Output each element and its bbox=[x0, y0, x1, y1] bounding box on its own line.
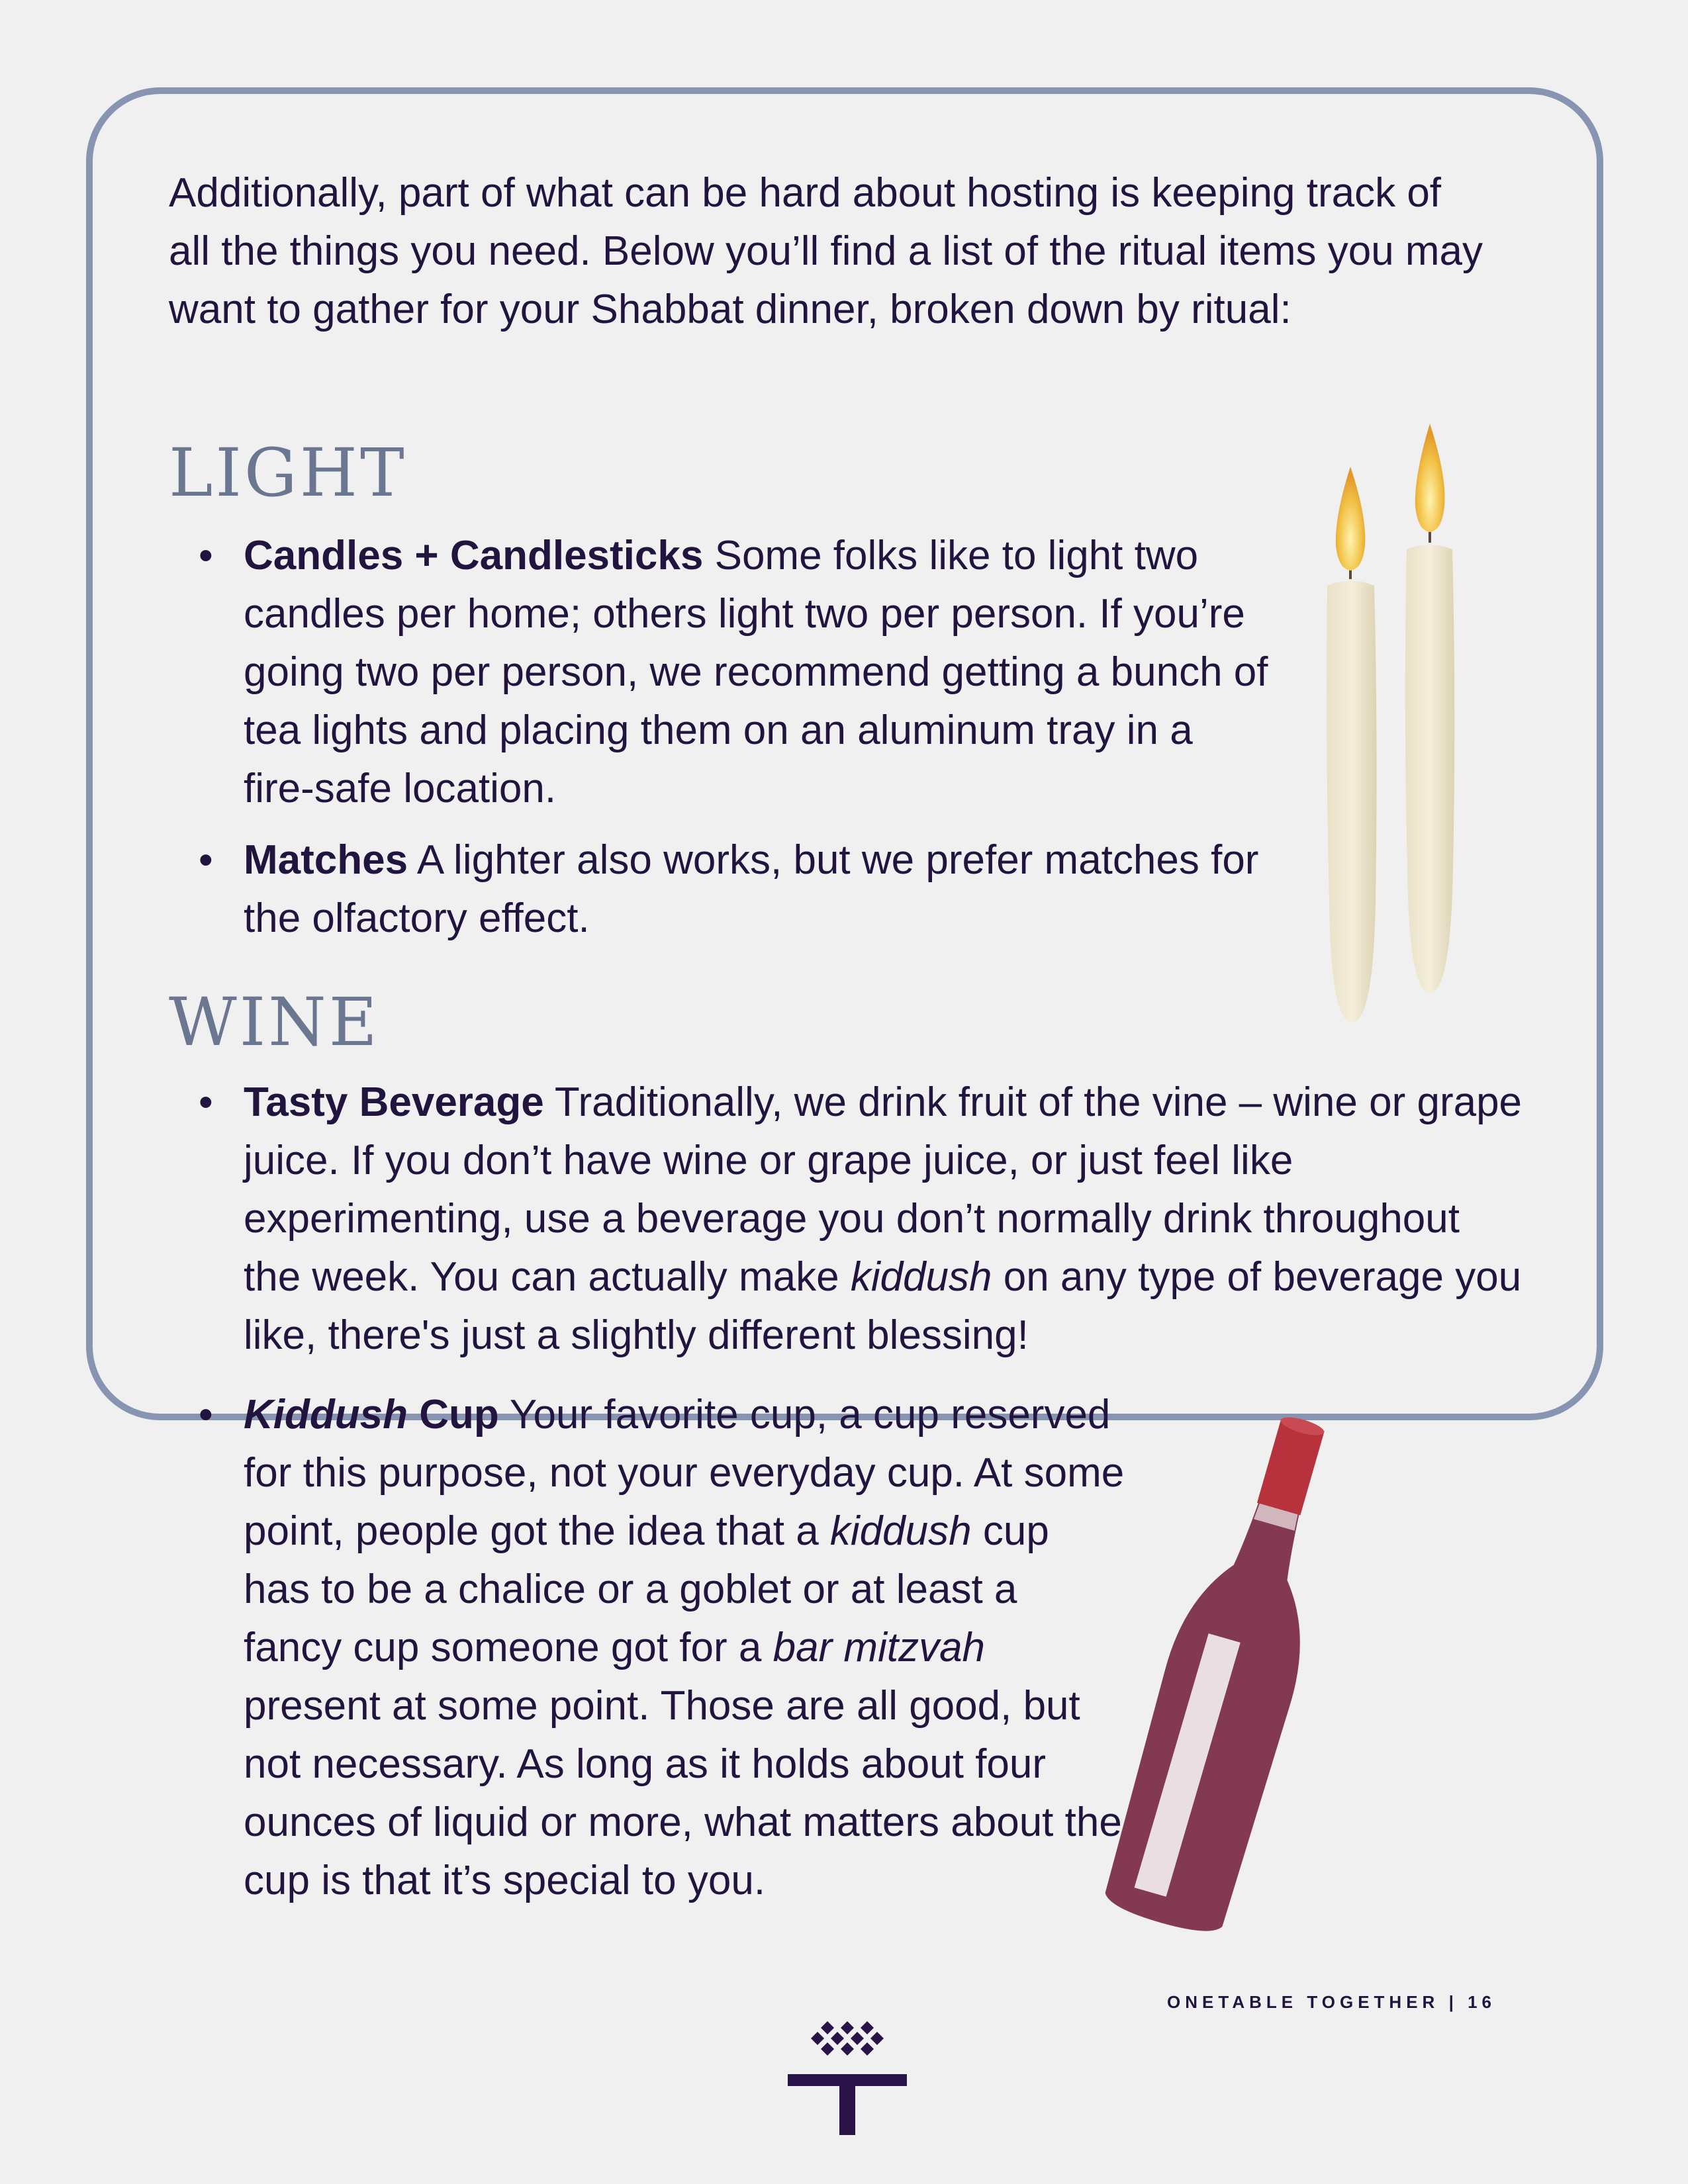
item-body-italic: bar mitzvah bbox=[773, 1625, 986, 1670]
wine-items-list bbox=[199, 1073, 1523, 1365]
light-items-list bbox=[199, 527, 1271, 948]
item-title-italic: Kiddush bbox=[244, 1392, 408, 1437]
item-title: Cup bbox=[407, 1392, 499, 1437]
candle-left bbox=[1327, 467, 1377, 1023]
section-heading-wine: WINE bbox=[169, 983, 380, 1061]
bullet-icon: • bbox=[199, 837, 213, 883]
item-body: Traditionally, we drink fruit of the vine – wine or grape juice. If you don’t have wine or grape juice, or just feel like experimenting, use a beverage you don’t normally drink throughout the week. You can actually make bbox=[244, 1079, 1523, 1300]
section-heading-light: LIGHT bbox=[169, 434, 407, 512]
intro-paragraph: Additionally, part of what can be hard about hosting is keeping track of all the things you need. Below you’ll find a list of the ritual items you may want to gather for your Shabbat dinner, broken down by ritual: bbox=[169, 170, 1483, 332]
list-item-candles bbox=[199, 527, 1271, 818]
list-item-matches bbox=[199, 831, 1271, 948]
item-body: Some folks like to light two candles per home; others light two per person. If you’re going two per person, we recommend getting a bunch of tea lights and placing them on an aluminum tray in a fire-safe location. bbox=[244, 533, 1268, 811]
page-footer bbox=[1059, 1992, 1496, 2013]
list-item-tasty-beverage bbox=[199, 1073, 1523, 1365]
flame-icon bbox=[1336, 467, 1365, 570]
item-title: Candles + Candlesticks bbox=[244, 533, 704, 578]
list-item-kiddush-cup bbox=[199, 1386, 1125, 1910]
item-body: cup has to be a chalice or a goblet or at least a fancy cup someone got for a bbox=[244, 1508, 1049, 1670]
item-title: Matches bbox=[244, 837, 408, 883]
onetable-logo-icon bbox=[781, 2016, 914, 2135]
candle-right bbox=[1405, 424, 1455, 993]
flame-icon bbox=[1415, 424, 1445, 532]
item-body: present at some point. Those are all good, but not necessary. As long as it holds about four ounces of liquid or more, what matters about the cup is that it’s special to you. bbox=[244, 1683, 1122, 1903]
footer-brand: ONETABLE TOGETHER bbox=[1167, 1992, 1440, 2012]
item-body-italic: kiddush bbox=[850, 1254, 992, 1300]
wine-items-list-2 bbox=[199, 1386, 1125, 1910]
item-body: A lighter also works, but we prefer matches for the olfactory effect. bbox=[244, 837, 1259, 941]
item-title: Tasty Beverage bbox=[244, 1079, 544, 1125]
bullet-icon: • bbox=[199, 533, 213, 578]
bullet-icon: • bbox=[199, 1079, 213, 1125]
wine-bottle-illustration bbox=[1086, 1403, 1377, 1946]
item-body-italic: kiddush bbox=[829, 1508, 972, 1554]
item-body: Your favorite cup, a cup reserved for this purpose, not your everyday cup. At some point, people got the idea that a bbox=[244, 1392, 1125, 1554]
candles-illustration bbox=[1291, 410, 1483, 1032]
item-body: on any type of beverage you like, there's just a slightly different blessing! bbox=[244, 1254, 1522, 1358]
bullet-icon: • bbox=[199, 1392, 213, 1437]
page-number: 16 bbox=[1468, 1992, 1496, 2012]
footer-separator: | bbox=[1448, 1992, 1458, 2012]
